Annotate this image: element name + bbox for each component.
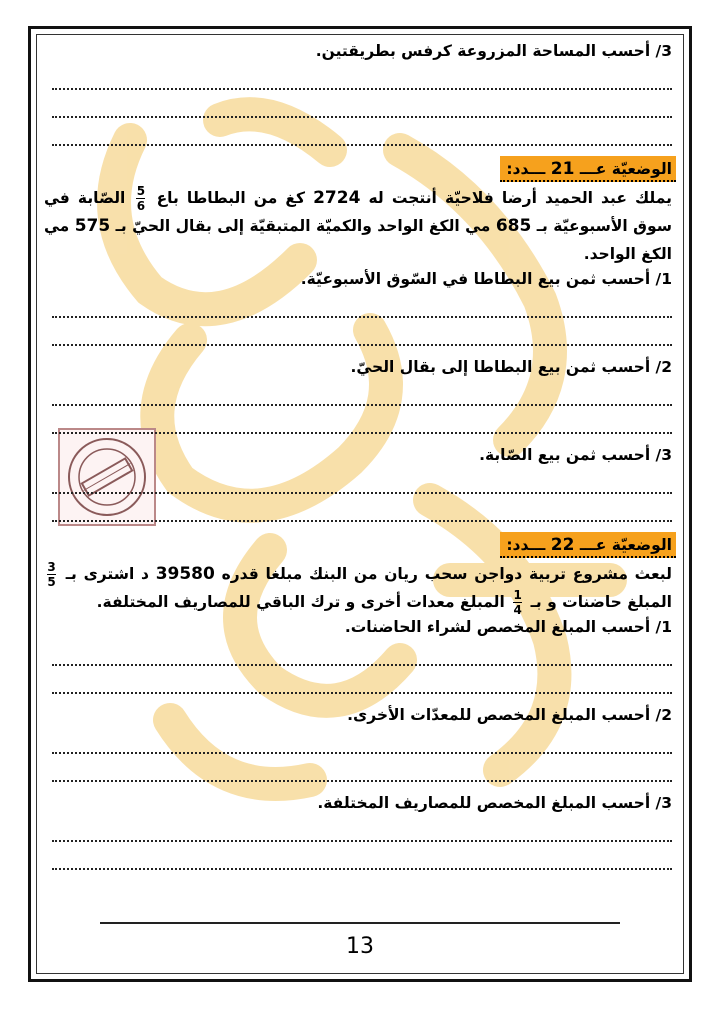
situation-22-question-3: 3/ أحسب المبلغ المخصص للمصاريف المختلفة. (317, 794, 672, 812)
answer-line (52, 754, 672, 782)
answer-line (52, 90, 672, 118)
situation-21-text: يملك عبد الحميد أرضا فلاحيّة أنتجت له 2724 كغ من البطاطا باع $\frac{5}{6}$ الصّابة في سوق الأسبوعيّة بـ 685 مي الكغ الواحد والكميّة المتبقيّة إلى بقال الحيّ بـ 575 مي الكغ الواحد. (44, 184, 672, 263)
worksheet-content (44, 40, 676, 870)
answer-line (52, 466, 672, 494)
answer-line (52, 406, 672, 434)
situation-22-heading: الوضعيّة عـــ 22 ـــدد: (500, 532, 676, 558)
fraction-5-6: $\frac{5}{6}$ (136, 184, 146, 213)
answer-line (52, 666, 672, 694)
fraction-3-5: $\frac{3}{5}$ (47, 560, 56, 589)
answer-line (52, 842, 672, 870)
situation-21-heading: الوضعيّة عـــ 21 ـــدد: (500, 156, 676, 182)
answer-line (52, 290, 672, 318)
situation-21-question-2: 2/ أحسب ثمن بيع البطاطا إلى بقال الحيّ. (350, 358, 672, 376)
answer-line (52, 318, 672, 346)
answer-line (52, 118, 672, 146)
page-number: 13 (346, 934, 374, 959)
answer-line (52, 814, 672, 842)
answer-line (52, 638, 672, 666)
situation-21-question-1: 1/ أحسب ثمن بيع البطاطا في السّوق الأسبوعيّة. (300, 270, 672, 288)
situation-22-question-2: 2/ أحسب المبلغ المخصص للمعدّات الأخرى. (347, 706, 672, 724)
answer-line (52, 726, 672, 754)
answer-line (52, 62, 672, 90)
fraction-1-4: $\frac{1}{4}$ (513, 588, 522, 617)
footer-divider (100, 922, 620, 924)
situation-21-question-3: 3/ أحسب ثمن بيع الصّابة. (479, 446, 672, 464)
answer-line (52, 494, 672, 522)
situation-22-heading-row (44, 532, 676, 558)
situation-21-heading-row (44, 156, 676, 182)
question-3-top: 3/ أحسب المساحة المزروعة كرفس بطريقتين. (315, 42, 672, 60)
situation-22-text: لبعث مشروع تربية دواجن سحب ريان من البنك مبلغا قدره 39580 د اشترى بـ $\frac{3}{5}$ المبلغ حاضنات و بـ $\frac{1}{4}$ المبلغ معدات أخرى و ترك الباقي للمصاريف المختلفة. (47, 560, 672, 617)
answer-line (52, 378, 672, 406)
situation-22-question-1: 1/ أحسب المبلغ المخصص لشراء الحاضنات. (344, 618, 672, 636)
